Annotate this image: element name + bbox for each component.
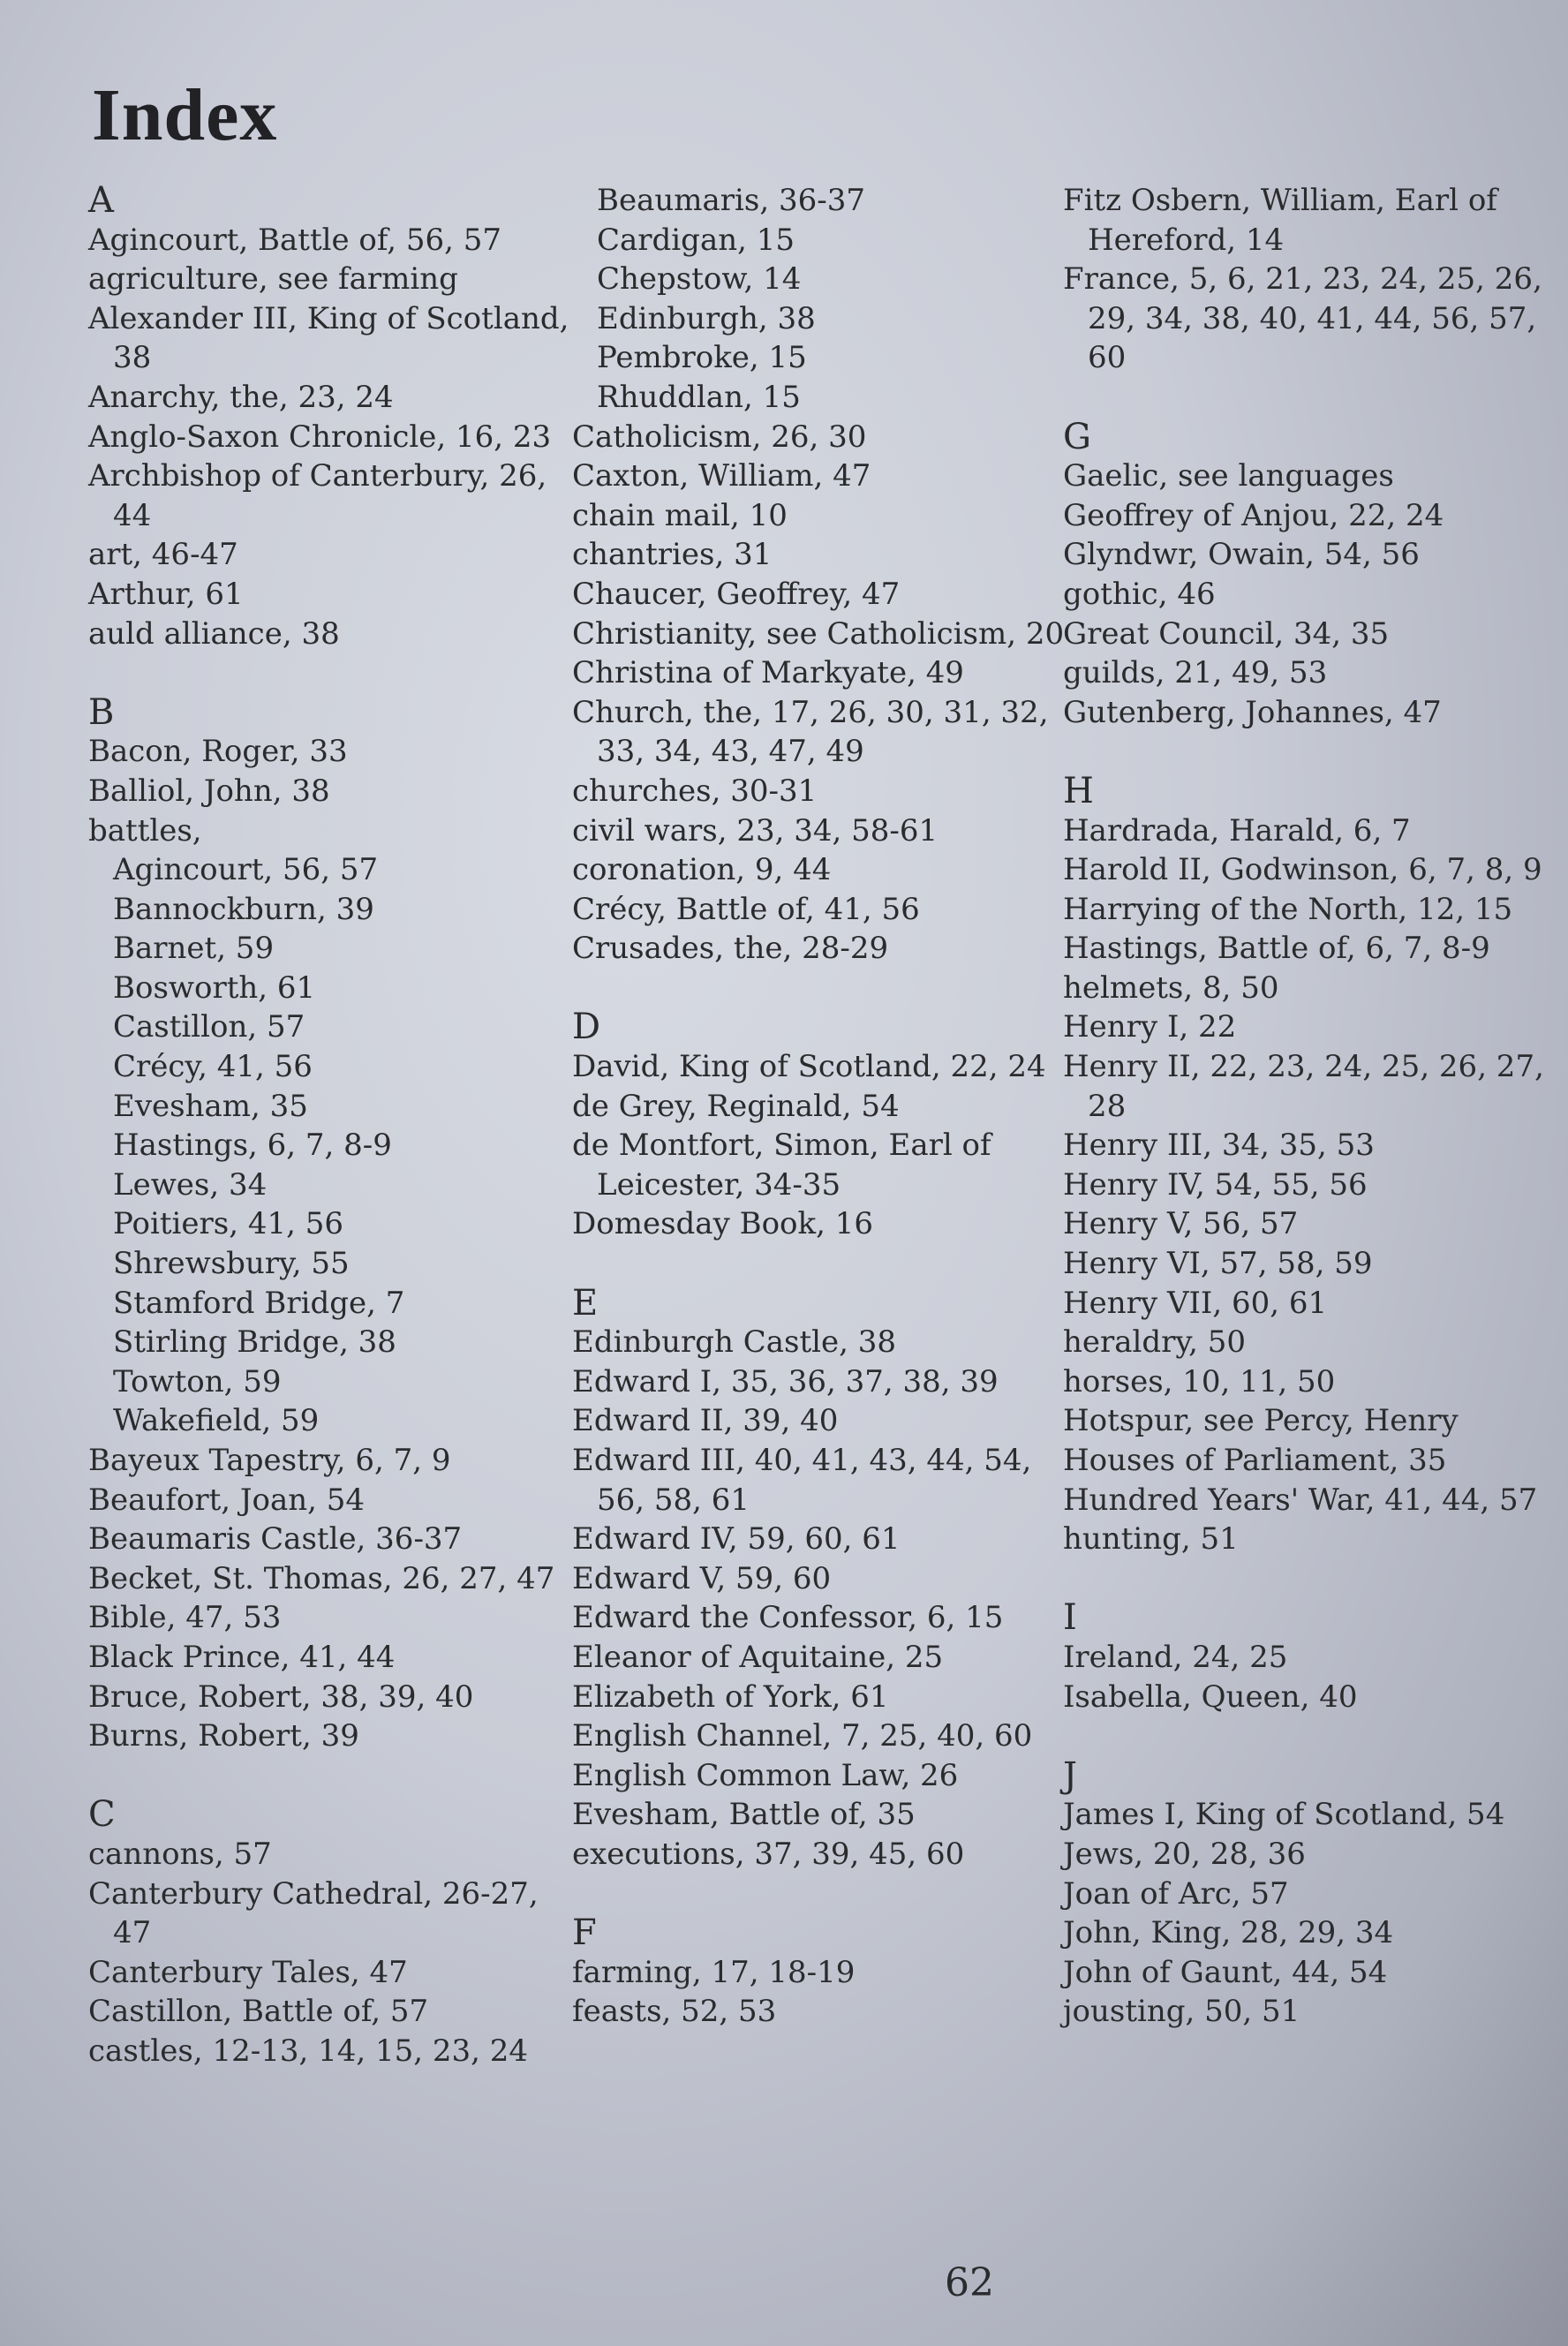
index-subentry: Shrewsbury, 55 <box>113 1246 350 1282</box>
index-subentry: Crécy, 41, 56 <box>113 1049 313 1085</box>
index-subentry: Towton, 59 <box>113 1363 282 1399</box>
index-entry: de Grey, Reginald, 54 <box>572 1088 900 1124</box>
index-column-3 <box>1063 181 1557 2032</box>
index-entry: heraldry, 50 <box>1063 1324 1247 1361</box>
section-letter: H <box>1063 770 1094 811</box>
index-entry: Bible, 47, 53 <box>88 1600 282 1636</box>
index-entry: jousting, 50, 51 <box>1063 1994 1300 2030</box>
section-letter: B <box>88 691 115 733</box>
index-entry: auld alliance, 38 <box>88 615 340 652</box>
index-subentry: Castillon, 57 <box>113 1009 305 1045</box>
index-entry: Henry I, 22 <box>1063 1009 1237 1045</box>
index-entry: Henry VII, 60, 61 <box>1063 1285 1328 1321</box>
index-entry: hunting, 51 <box>1063 1521 1239 1558</box>
index-entry: Chepstow, 14 <box>597 261 802 298</box>
index-entry: guilds, 21, 49, 53 <box>1063 655 1328 691</box>
index-entry: Castillon, Battle of, 57 <box>88 1994 429 2030</box>
index-entry: Jews, 20, 28, 36 <box>1063 1836 1306 1872</box>
index-entry: Beaufort, Joan, 54 <box>88 1482 366 1518</box>
index-entry: Ireland, 24, 25 <box>1063 1639 1288 1675</box>
index-entry: English Channel, 7, 25, 40, 60 <box>572 1718 1033 1754</box>
index-entry: chantries, 31 <box>572 537 773 573</box>
index-subentry: Hastings, 6, 7, 8-9 <box>113 1128 392 1164</box>
index-entry: David, King of Scotland, 22, 24 <box>572 1049 1046 1085</box>
index-entry: Becket, St. Thomas, 26, 27, 47 <box>88 1560 555 1596</box>
index-entry: Caxton, William, 47 <box>572 458 871 494</box>
index-entry: Edinburgh, 38 <box>597 300 816 336</box>
index-entry: Evesham, Battle of, 35 <box>572 1797 916 1833</box>
index-subentry: Lewes, 34 <box>113 1166 268 1203</box>
index-entry: executions, 37, 39, 45, 60 <box>572 1836 965 1872</box>
index-entry: Gutenberg, Johannes, 47 <box>1063 694 1442 730</box>
index-entry: Henry V, 56, 57 <box>1063 1206 1299 1242</box>
index-entry: Alexander III, King of Scotland, 38 <box>88 300 569 376</box>
index-entry: Henry VI, 57, 58, 59 <box>1063 1246 1373 1282</box>
index-entry: Edward III, 40, 41, 43, 44, 54, 56, 58, 61 <box>572 1443 1032 1518</box>
index-entry: Harrying of the North, 12, 15 <box>1063 891 1513 927</box>
index-entry: Arthur, 61 <box>88 576 244 612</box>
section-letter: G <box>1063 416 1091 457</box>
index-entry: John of Gaunt, 44, 54 <box>1063 1954 1388 1990</box>
index-entry: Hastings, Battle of, 6, 7, 8-9 <box>1063 931 1490 967</box>
section-letter: D <box>572 1007 601 1048</box>
index-entry: Glyndwr, Owain, 54, 56 <box>1063 537 1420 573</box>
index-entry: Church, the, 17, 26, 30, 31, 32, 33, 34, 43, 47, 49 <box>572 694 1049 770</box>
index-entry: Edward II, 39, 40 <box>572 1403 839 1439</box>
index-entry: Harold II, Godwinson, 6, 7, 8, 9 <box>1063 852 1542 888</box>
index-column-2 <box>572 181 1067 2032</box>
index-entry: John, King, 28, 29, 34 <box>1063 1915 1394 1951</box>
index-entry: Canterbury Tales, 47 <box>88 1954 408 1990</box>
index-subentry: Bosworth, 61 <box>113 969 316 1006</box>
index-entry: Hardrada, Harald, 6, 7 <box>1063 812 1411 849</box>
index-entry: Bacon, Roger, 33 <box>88 734 348 770</box>
index-entry: Pembroke, 15 <box>597 340 807 376</box>
index-entry: de Montfort, Simon, Earl of Leicester, 34-35 <box>572 1128 991 1203</box>
section-letter: A <box>88 180 114 221</box>
page-number: 62 <box>945 2260 994 2305</box>
index-entry: coronation, 9, 44 <box>572 852 832 888</box>
index-entry: Henry III, 34, 35, 53 <box>1063 1128 1375 1164</box>
index-entry: castles, 12-13, 14, 15, 23, 24 <box>88 2033 529 2069</box>
index-entry: Beaumaris Castle, 36-37 <box>88 1521 463 1558</box>
index-entry: chain mail, 10 <box>572 497 788 533</box>
index-entry: civil wars, 23, 34, 58-61 <box>572 812 939 849</box>
section-letter: C <box>88 1794 116 1836</box>
index-entry: battles, <box>88 812 202 849</box>
index-entry: Anglo-Saxon Chronicle, 16, 23 <box>88 419 552 455</box>
index-entry: Archbishop of Canterbury, 26, 44 <box>88 458 547 533</box>
index-entry: Black Prince, 41, 44 <box>88 1639 396 1675</box>
index-entry: helmets, 8, 50 <box>1063 969 1279 1006</box>
index-entry: Anarchy, the, 23, 24 <box>88 379 394 415</box>
index-entry: Hotspur, see Percy, Henry <box>1063 1403 1459 1439</box>
index-subentry: Agincourt, 56, 57 <box>113 852 379 888</box>
index-entry: farming, 17, 18-19 <box>572 1954 856 1990</box>
index-entry: Chaucer, Geoffrey, 47 <box>572 576 901 612</box>
index-entry: Crusades, the, 28-29 <box>572 931 889 967</box>
index-entry: Geoffrey of Anjou, 22, 24 <box>1063 497 1444 533</box>
index-entry: art, 46-47 <box>88 537 238 573</box>
index-entry: Edward V, 59, 60 <box>572 1560 832 1596</box>
index-entry: Catholicism, 26, 30 <box>572 419 867 455</box>
index-entry: Edward I, 35, 36, 37, 38, 39 <box>572 1363 999 1399</box>
index-entry: Elizabeth of York, 61 <box>572 1678 889 1715</box>
index-entry: Domesday Book, 16 <box>572 1206 873 1242</box>
section-letter: E <box>572 1282 599 1324</box>
index-entry: Balliol, John, 38 <box>88 773 330 809</box>
index-entry: gothic, 46 <box>1063 576 1216 612</box>
index-subentry: Barnet, 59 <box>113 931 275 967</box>
index-subentry: Evesham, 35 <box>113 1088 308 1124</box>
index-entry: Burns, Robert, 39 <box>88 1718 359 1754</box>
index-entry: Rhuddlan, 15 <box>597 379 801 415</box>
index-subentry: Stamford Bridge, 7 <box>113 1285 405 1321</box>
section-letter: I <box>1063 1597 1077 1639</box>
index-entry: France, 5, 6, 21, 23, 24, 25, 26, 29, 34, 38, 40, 41, 44, 56, 57, 60 <box>1063 261 1542 376</box>
index-entry: Bruce, Robert, 38, 39, 40 <box>88 1678 474 1715</box>
index-entry: Christianity, see Catholicism, 20 <box>572 615 1065 652</box>
index-entry: Isabella, Queen, 40 <box>1063 1678 1358 1715</box>
section-letter: F <box>572 1912 597 1954</box>
index-entry: Edward IV, 59, 60, 61 <box>572 1521 901 1558</box>
index-entry: Great Council, 34, 35 <box>1063 615 1390 652</box>
index-entry: Houses of Parliament, 35 <box>1063 1443 1447 1478</box>
index-entry: Edinburgh Castle, 38 <box>572 1324 897 1361</box>
index-column-1 <box>88 181 583 2071</box>
index-entry: Henry II, 22, 23, 24, 25, 26, 27, 28 <box>1063 1049 1544 1124</box>
index-entry: agriculture, see farming <box>88 261 458 298</box>
index-entry: Hundred Years' War, 41, 44, 57 <box>1063 1482 1538 1518</box>
index-entry: Beaumaris, 36-37 <box>597 183 865 218</box>
index-subentry: Wakefield, 59 <box>113 1403 320 1439</box>
index-entry: horses, 10, 11, 50 <box>1063 1363 1336 1399</box>
section-letter: J <box>1063 1754 1078 1796</box>
index-entry: Joan of Arc, 57 <box>1063 1875 1289 1912</box>
index-entry: churches, 30-31 <box>572 773 818 809</box>
page-title: Index <box>92 74 278 156</box>
index-entry: James I, King of Scotland, 54 <box>1063 1797 1505 1833</box>
index-entry: Fitz Osbern, William, Earl of Hereford, 14 <box>1063 183 1497 258</box>
index-entry: Cardigan, 15 <box>597 222 795 258</box>
index-subentry: Bannockburn, 39 <box>113 891 374 927</box>
index-entry: Bayeux Tapestry, 6, 7, 9 <box>88 1443 451 1478</box>
index-entry: Henry IV, 54, 55, 56 <box>1063 1166 1368 1203</box>
index-entry: feasts, 52, 53 <box>572 1994 777 2030</box>
index-entry: Eleanor of Aquitaine, 25 <box>572 1639 944 1675</box>
index-entry: Gaelic, see languages <box>1063 458 1394 494</box>
index-subentry: Stirling Bridge, 38 <box>113 1324 396 1361</box>
index-entry: Canterbury Cathedral, 26-27, 47 <box>88 1875 539 1951</box>
index-entry: English Common Law, 26 <box>572 1757 959 1793</box>
index-subentry: Poitiers, 41, 56 <box>113 1206 343 1242</box>
index-entry: Agincourt, Battle of, 56, 57 <box>88 222 502 258</box>
index-entry: Christina of Markyate, 49 <box>572 655 964 691</box>
index-entry: cannons, 57 <box>88 1836 272 1872</box>
index-entry: Crécy, Battle of, 41, 56 <box>572 891 920 927</box>
index-entry: Edward the Confessor, 6, 15 <box>572 1600 1004 1636</box>
